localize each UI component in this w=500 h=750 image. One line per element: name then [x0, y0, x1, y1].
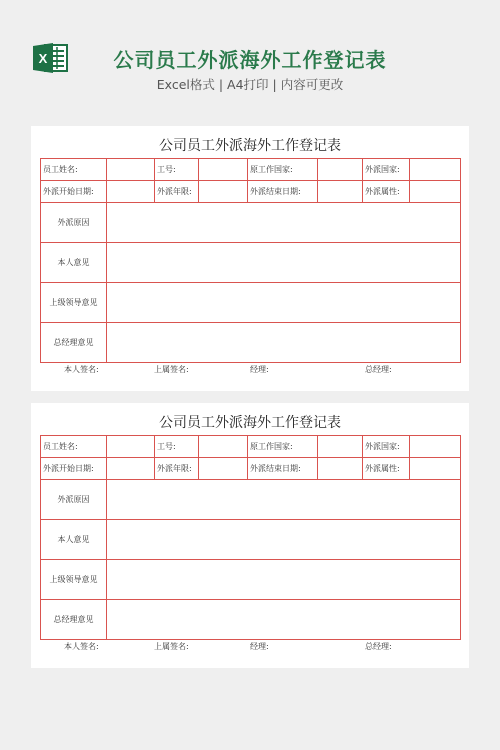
superior-opinion-cell[interactable]	[107, 283, 461, 323]
table-row	[41, 600, 461, 640]
reason-label: 外派原因	[41, 203, 107, 243]
manager-signature-label: 经理:	[250, 642, 269, 651]
end-date-cell[interactable]	[318, 458, 363, 480]
attribute-cell[interactable]	[410, 181, 461, 203]
dest-country-label: 外派国家:	[363, 436, 410, 458]
excel-logo-letter: X	[38, 51, 48, 66]
years-cell[interactable]	[199, 458, 248, 480]
table-row	[41, 520, 461, 560]
employee-id-cell[interactable]	[199, 436, 248, 458]
self-opinion-label: 本人意见	[41, 520, 107, 560]
superior-opinion-cell[interactable]	[107, 560, 461, 600]
dest-country-cell[interactable]	[410, 159, 461, 181]
table-row	[41, 480, 461, 520]
years-label: 外派年限:	[155, 458, 199, 480]
origin-country-label: 原工作国家:	[248, 159, 318, 181]
superior-opinion-label: 上级领导意见	[41, 560, 107, 600]
attribute-cell[interactable]	[410, 458, 461, 480]
start-date-label: 外派开始日期:	[41, 181, 107, 203]
origin-country-cell[interactable]	[318, 159, 363, 181]
page-header	[0, 0, 500, 110]
attribute-label: 外派属性:	[363, 181, 410, 203]
employee-id-label: 工号:	[155, 159, 199, 181]
gm-opinion-label: 总经理意见	[41, 323, 107, 363]
gm-opinion-cell[interactable]	[107, 323, 461, 363]
employee-name-cell[interactable]	[107, 436, 155, 458]
gm-opinion-label: 总经理意见	[41, 600, 107, 640]
manager-signature-label: 经理:	[250, 365, 269, 374]
start-date-label: 外派开始日期:	[41, 458, 107, 480]
table-row	[41, 436, 461, 458]
form-card-1	[31, 126, 469, 391]
years-label: 外派年限:	[155, 181, 199, 203]
superior-opinion-label: 上级领导意见	[41, 283, 107, 323]
registration-table	[40, 158, 461, 363]
registration-table	[40, 435, 461, 640]
reason-cell[interactable]	[107, 480, 461, 520]
table-row	[41, 181, 461, 203]
end-date-label: 外派结束日期:	[248, 458, 318, 480]
table-row	[41, 458, 461, 480]
gm-signature-label: 总经理:	[365, 365, 392, 374]
signature-row	[40, 364, 460, 378]
dest-country-cell[interactable]	[410, 436, 461, 458]
form-title: 公司员工外派海外工作登记表	[159, 415, 341, 431]
page-title: 公司员工外派海外工作登记表	[113, 48, 387, 72]
page-subtitle: Excel格式 | A4打印 | 内容可更改	[156, 77, 344, 92]
employee-id-label: 工号:	[155, 436, 199, 458]
table-row	[41, 243, 461, 283]
attribute-label: 外派属性:	[363, 458, 410, 480]
gm-opinion-cell[interactable]	[107, 600, 461, 640]
self-opinion-label: 本人意见	[41, 243, 107, 283]
origin-country-label: 原工作国家:	[248, 436, 318, 458]
employee-name-cell[interactable]	[107, 159, 155, 181]
end-date-label: 外派结束日期:	[248, 181, 318, 203]
years-cell[interactable]	[199, 181, 248, 203]
gm-signature-label: 总经理:	[365, 642, 392, 651]
form-card-2	[31, 403, 469, 668]
employee-name-label: 员工姓名:	[41, 159, 107, 181]
table-row	[41, 283, 461, 323]
reason-cell[interactable]	[107, 203, 461, 243]
self-signature-label: 本人签名:	[64, 365, 99, 374]
form-title: 公司员工外派海外工作登记表	[159, 138, 341, 154]
employee-id-cell[interactable]	[199, 159, 248, 181]
start-date-cell[interactable]	[107, 458, 155, 480]
reason-label: 外派原因	[41, 480, 107, 520]
origin-country-cell[interactable]	[318, 436, 363, 458]
self-opinion-cell[interactable]	[107, 243, 461, 283]
table-row	[41, 159, 461, 181]
start-date-cell[interactable]	[107, 181, 155, 203]
self-signature-label: 本人签名:	[64, 642, 99, 651]
table-row	[41, 203, 461, 243]
superior-signature-label: 上属签名:	[154, 642, 189, 651]
end-date-cell[interactable]	[318, 181, 363, 203]
table-row	[41, 560, 461, 600]
self-opinion-cell[interactable]	[107, 520, 461, 560]
superior-signature-label: 上属签名:	[154, 365, 189, 374]
employee-name-label: 员工姓名:	[41, 436, 107, 458]
table-row	[41, 323, 461, 363]
dest-country-label: 外派国家:	[363, 159, 410, 181]
signature-row	[40, 641, 460, 655]
